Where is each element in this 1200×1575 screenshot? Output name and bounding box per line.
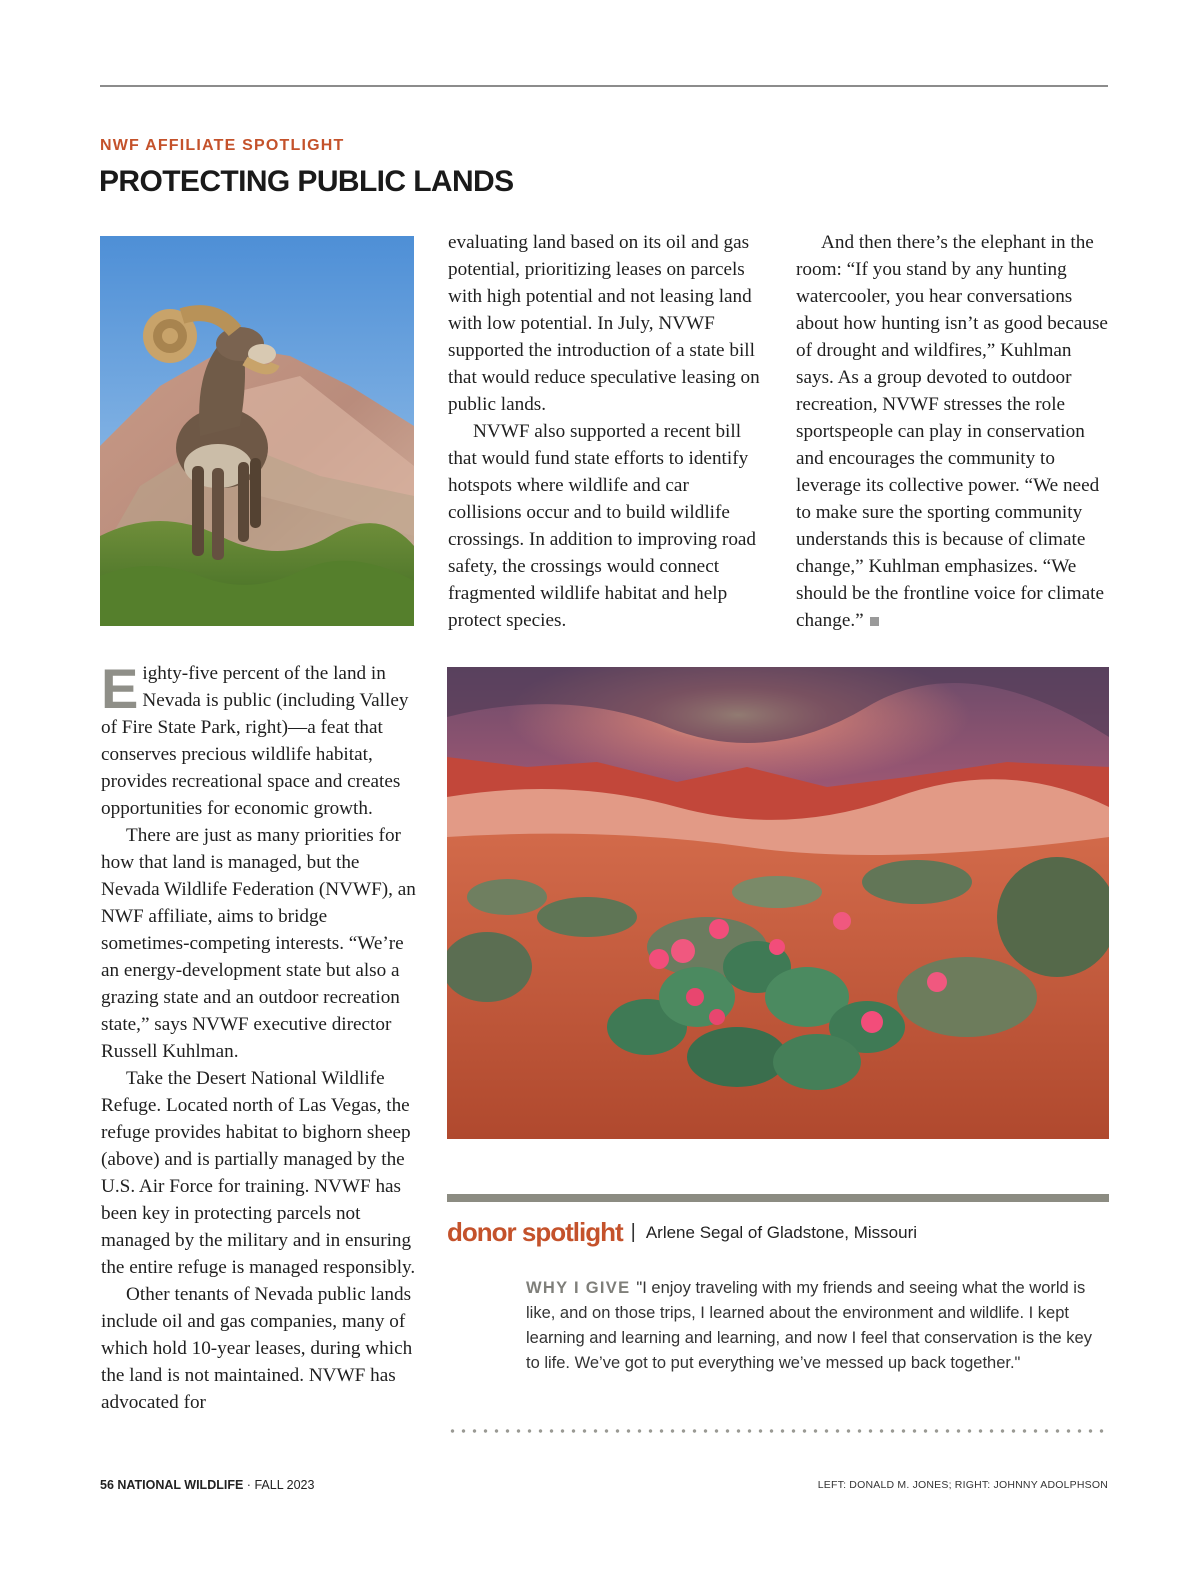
bighorn-sheep-photo [100,236,414,626]
top-rule [100,85,1108,87]
drop-cap: E [101,657,139,720]
article-column-1 [101,657,417,1416]
valley-of-fire-image [447,667,1109,1139]
article-column-2 [448,229,764,634]
donor-quote [526,1276,1106,1376]
donor-spotlight-header [447,1217,917,1248]
end-mark-icon [870,617,879,626]
article-column-3 [796,229,1112,634]
footer-bullet: · [246,1478,251,1492]
photo-credits: LEFT: DONALD M. JONES; RIGHT: JOHNNY ADOLPHSON [817,1479,1108,1491]
page-number: 56 [100,1478,114,1492]
article-paragraph [796,229,1112,634]
donor-spotlight-title: donor spotlight [447,1217,623,1247]
donor-spotlight-rule [447,1194,1109,1202]
why-i-give-label: WHY I GIVE [526,1279,631,1297]
article-paragraph: evaluating land based on its oil and gas potential, prioritizing leases on parcels with high potential and not leasing land with low potential. In July, NVWF supported the introduction of a state bill that would reduce speculative leasing on public lands. [448,232,760,415]
bighorn-sheep-image [100,236,414,626]
separator: | [630,1221,636,1243]
paragraph-text: And then there’s the elephant in the room: “If you stand by any hunting watercooler, you hear conversations about how hunting isn’t as good because of drought and wildfires,” Kuhlman says. As a group devoted to outdoor recreation, NVWF stresses the role sportspeople can play in conservation and encourages the community to leverage its collective power. “We need to make sure the sporting community understands this is because of climate change,” Kuhlman emphasizes. “We should be the frontline voice for climate change.” [796,232,1108,631]
magazine-name: NATIONAL WILDLIFE [117,1478,244,1492]
article-paragraph: There are just as many priorities for how that land is managed, but the Nevada Wildlife Federation (NVWF), an NWF affiliate, aims to bridge sometimes-competing interests. “We’re an energy-development state but also a grazing state and an outdoor recreation state,” says NVWF executive director Russell Kuhlman. [101,825,416,1062]
article-paragraph: NVWF also supported a recent bill that would fund state efforts to identify hotspots where wildlife and car collisions occur and to build wildlife crossings. In addition to improving road safety, the crossings would connect fragmented wildlife habitat and help protect species. [448,421,757,631]
donor-name: Arlene Segal of Gladstone, Missouri [645,1223,918,1242]
valley-of-fire-photo [447,667,1109,1139]
section-kicker: NWF AFFILIATE SPOTLIGHT [100,137,345,154]
dotted-divider [447,1428,1109,1434]
paragraph-text: ighty-five percent of the land in Nevada is public (including Valley of Fire State Park, right)—a feat that conserves precious wildlife habitat, provides recreational space and creates opportunities for economic growth. [101,663,409,819]
article-paragraph: Take the Desert National Wildlife Refuge. Located north of Las Vegas, the refuge provides habitat to bighorn sheep (above) and is partially managed by the U.S. Air Force for training. NVWF has been key in protecting parcels not managed by the military and in ensuring the entire refuge is managed responsibly. [101,1068,416,1278]
article-paragraph [101,657,417,822]
page-footer [100,1478,314,1492]
issue-date: FALL 2023 [254,1478,315,1492]
donor-quote-text: "I enjoy traveling with my friends and seeing what the world is like, and on those trips, I learned about the environment and wildlife. I kept learning and learning and learning, and now I feel that conservation is the key to life. We’ve got to put everything we’ve messed up back together." [526,1279,1092,1372]
article-paragraph: Other tenants of Nevada public lands include oil and gas companies, many of which hold 10-year leases, during which the land is not maintained. NVWF has advocated for [101,1284,413,1413]
page-title: PROTECTING PUBLIC LANDS [99,165,514,198]
